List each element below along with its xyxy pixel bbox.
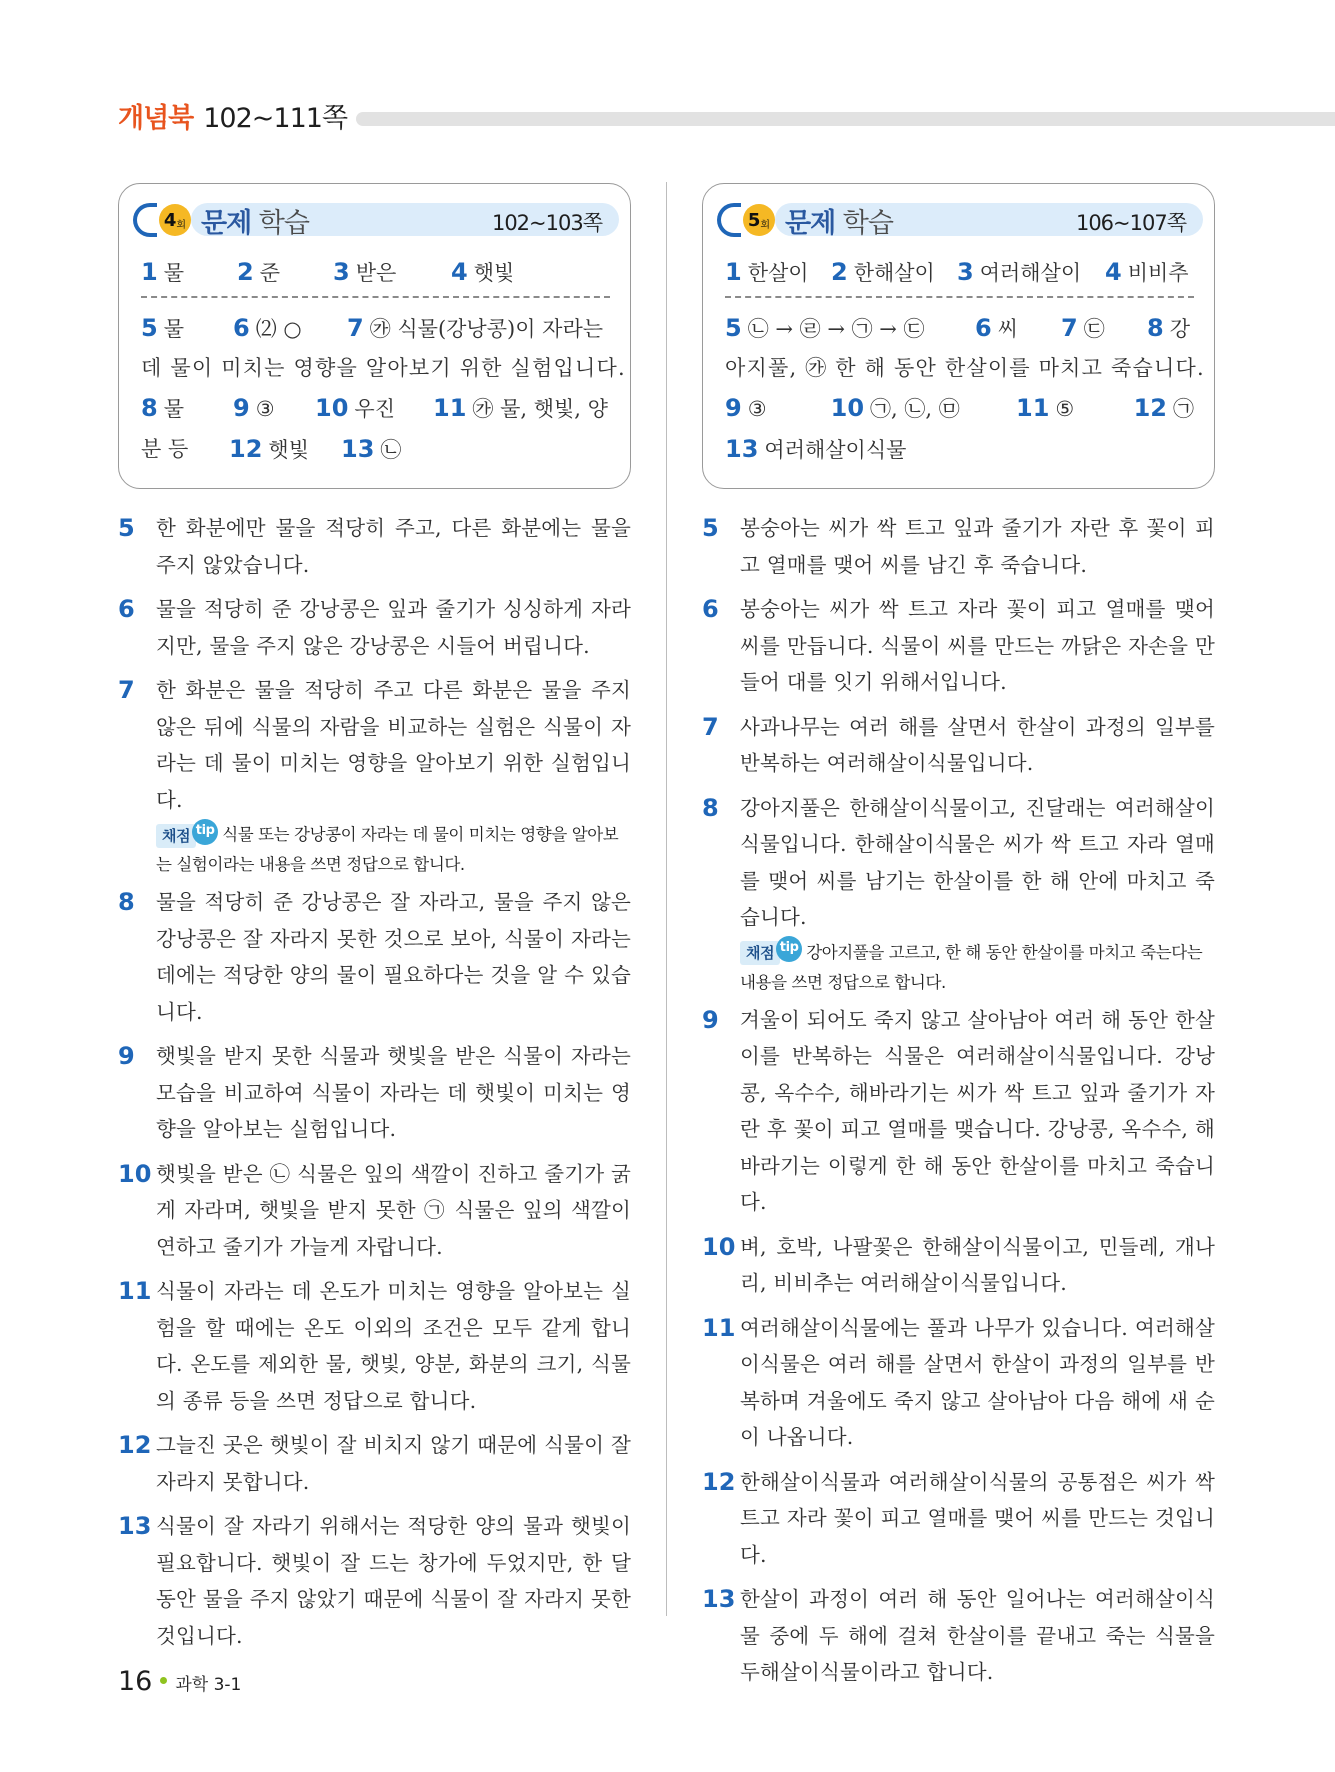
right-column [702, 183, 1215, 1699]
explanation-text: 강아지풀은 한해살이식물이고, 진달래는 여러해살이식물입니다. 한해살이식물은 씨가 싹 트고 자라 열매를 맺어 씨를 남기는 한살이를 한 해 안에 마치고 죽습니다. [740, 795, 1215, 929]
box-title-main: 문제 [201, 207, 252, 239]
box-title-row [141, 200, 610, 240]
answer-item [1134, 388, 1194, 429]
answer-row [725, 429, 1194, 470]
session-badge [743, 204, 775, 236]
explanation-text: 한 화분은 물을 적당히 주고 다른 화분은 물을 주지 않은 뒤에 식물의 자람을 비교하는 실험은 식물이 자라는 데 물이 미치는 영향을 알아보기 위한 실험입니다. [156, 678, 631, 812]
box-pages: 102~103쪽 [491, 211, 602, 235]
explanation-number: 12 [118, 1431, 152, 1459]
answer-number: 7 [347, 314, 364, 342]
answer-item [725, 429, 906, 470]
answer-item [957, 252, 1105, 293]
explanation-number: 8 [118, 888, 135, 916]
answer-item [1061, 308, 1147, 349]
answer-number: 12 [1133, 394, 1167, 422]
answer-number: 10 [830, 394, 865, 422]
explanation-item [118, 1038, 631, 1148]
answer-value: ③ [255, 397, 275, 421]
explanation-text: 물을 적당히 준 강낭콩은 잘 자라고, 물을 주지 않은 강낭콩은 잘 자라지 못한 것으로 보아, 식물이 자라는 데에는 적당한 양의 물이 필요하다는 것을 알 수 있습니다. [156, 890, 631, 1024]
explanation-text: 봉숭아는 씨가 싹 트고 자라 꽃이 피고 열매를 맺어 씨를 만듭니다. 식물이 씨를 만드는 까닭은 자손을 만들어 대를 잇기 위해서입니다. [740, 597, 1215, 694]
explanation-number: 9 [118, 1042, 135, 1070]
header-pages: 102~111쪽 [203, 103, 348, 134]
answer-value: 여러해살이 [979, 261, 1082, 285]
explanation-number: 6 [118, 595, 135, 623]
explanation-item [118, 1156, 631, 1266]
explanation-number: 8 [702, 793, 719, 822]
answer-row [141, 308, 610, 349]
answer-item [1105, 252, 1189, 293]
answer-value: 준 [259, 261, 280, 285]
explanation-text: 벼, 호박, 나팔꽃은 한해살이식물이고, 민들레, 개나리, 비비추는 여러해살이식물입니다. [740, 1234, 1215, 1295]
answer-box-session-4 [118, 183, 631, 489]
answer-number: 13 [341, 435, 375, 463]
explanation-text: 그늘진 곳은 햇빛이 잘 비치지 않기 때문에 식물이 잘 자라지 못합니다. [156, 1433, 631, 1494]
answer-number: 6 [233, 314, 250, 342]
footer-dot-icon [160, 1677, 167, 1684]
explanation-text: 햇빛을 받은 ㉡ 식물은 잎의 색깔이 진하고 줄기가 굵게 자라며, 햇빛을 받지 못한 ㉠ 식물은 잎의 색깔이 연하고 줄기가 가늘게 자랍니다. [156, 1161, 631, 1259]
answer-item [725, 388, 831, 429]
answer-item [831, 252, 957, 293]
answer-number: 10 [315, 394, 349, 422]
tip-text: 강아지풀을 고르고, 한 해 동안 한살이를 마치고 죽는다는 내용을 쓰면 정답으로 합니다. [740, 942, 1203, 992]
answer-number: 3 [333, 258, 350, 286]
explanation-item [702, 709, 1215, 782]
answer-value: 한해살이 [853, 261, 935, 285]
tip-icon: tip [776, 936, 802, 962]
answer-number: 1 [141, 258, 158, 286]
answer-item [831, 388, 1016, 429]
answer-item [347, 308, 603, 349]
explanation-text: 햇빛을 받지 못한 식물과 햇빛을 받은 식물이 자라는 모습을 비교하여 식물이 자라는 데 햇빛이 미치는 영향을 알아보는 실험입니다. [156, 1044, 631, 1141]
answer-value: 한살이 [747, 261, 809, 285]
answer-item [341, 429, 401, 470]
answer-row [141, 252, 610, 298]
explanation-number: 10 [702, 1232, 736, 1261]
answer-row [725, 252, 1194, 298]
explanation-number: 6 [702, 595, 719, 623]
answer-value: ⑤ [1055, 397, 1075, 421]
answer-continuation: 분 등 [141, 437, 189, 461]
answer-value: ③ [747, 397, 767, 421]
answer-value: 씨 [997, 317, 1018, 341]
box-title-row [725, 200, 1194, 240]
answer-number: 7 [1061, 314, 1078, 342]
column-divider [666, 182, 667, 1616]
header-brand: 개념북 [118, 103, 194, 134]
answer-value: 햇빛 [268, 438, 309, 462]
answer-row [141, 388, 610, 429]
answer-value: 받은 [355, 261, 397, 285]
answer-item [1147, 308, 1190, 349]
explanation-number: 12 [702, 1467, 736, 1496]
session-badge [159, 204, 191, 236]
answer-item [237, 252, 333, 293]
answer-value: ㉮ 물, 햇빛, 양 [472, 397, 608, 421]
answer-item [233, 308, 347, 349]
explanation-text: 여러해살이식물에는 풀과 나무가 있습니다. 여러해살이식물은 여러 해를 살면서 한살이 과정의 일부를 반복하며 겨울에도 죽지 않고 살아남아 다음 해에 새 순이 나옵니다. [740, 1315, 1215, 1449]
answer-item [333, 252, 451, 293]
session-number: 4 [163, 209, 177, 231]
grading-tip [740, 938, 1215, 998]
explanation-item [702, 1464, 1215, 1574]
answer-value: ㉡ → ㉣ → ㉠ → ㉢ [747, 317, 925, 341]
answer-row [725, 308, 1194, 349]
header-bar [356, 112, 1335, 126]
explanation-item [702, 790, 1215, 936]
answer-number: 4 [1105, 258, 1122, 286]
answer-value: 햇빛 [473, 261, 515, 285]
answer-value: 비비추 [1127, 261, 1189, 285]
answer-item [315, 388, 433, 429]
explanation-item [118, 1508, 631, 1654]
explanation-item [702, 1002, 1215, 1221]
answer-number: 5 [141, 314, 158, 342]
answer-continuation: 아지풀, ㉮ 한 해 동안 한살이를 마치고 죽습니다. [725, 356, 1205, 380]
explanation-item [702, 1310, 1215, 1456]
answer-number: 9 [725, 394, 742, 422]
box-pages: 106~107쪽 [1075, 211, 1186, 235]
answer-row [725, 388, 1194, 429]
explanation-number: 9 [702, 1005, 719, 1034]
explanation-number: 5 [118, 514, 135, 542]
explanation-text: 봉숭아는 씨가 싹 트고 잎과 줄기가 자란 후 꽃이 피고 열매를 맺어 씨를 남긴 후 죽습니다. [740, 516, 1215, 577]
answer-item [233, 388, 315, 429]
box-title-sub: 학습 [835, 207, 893, 239]
answer-number: 9 [233, 394, 250, 422]
answer-value: 우진 [354, 397, 395, 421]
answer-value: ⑵ ○ [255, 317, 302, 341]
box-title-main: 문제 [785, 207, 836, 239]
answer-value: ㉠ [1173, 397, 1194, 421]
answer-item [141, 388, 233, 429]
explanation-item [118, 510, 631, 583]
explanation-item [118, 672, 631, 818]
answer-row [141, 429, 610, 470]
box-title-sub: 학습 [251, 207, 309, 239]
explanation-text: 식물이 잘 자라기 위해서는 적당한 양의 물과 햇빛이 필요합니다. 햇빛이 잘 드는 창가에 두었지만, 한 달 동안 물을 주지 않았기 때문에 식물이 잘 자라지 못한 것입니다. [156, 1514, 631, 1648]
answer-value: ㉠, ㉡, ㉤ [870, 397, 960, 421]
answer-item [725, 252, 831, 293]
page-header [118, 96, 347, 135]
explanation-list [118, 510, 631, 1654]
session-unit: 회 [176, 219, 187, 231]
explanation-item [118, 591, 631, 664]
bracket-icon [717, 203, 741, 237]
tip-label: 채점 [156, 824, 196, 848]
explanation-number: 13 [702, 1585, 736, 1613]
answer-number: 5 [725, 314, 742, 342]
box-title [201, 201, 309, 240]
left-column [118, 183, 631, 1662]
answer-item [725, 308, 975, 349]
explanation-text: 한살이 과정이 여러 해 동안 일어나는 여러해살이식물 중에 두 해에 걸쳐 한살이를 끝내고 죽는 식물을 두해살이식물이라고 합니다. [740, 1587, 1215, 1684]
explanation-item [118, 1273, 631, 1419]
answer-value: ㉮ 식물(강낭콩)이 자라는 [369, 317, 604, 341]
answer-number: 11 [433, 394, 467, 422]
explanation-number: 10 [118, 1159, 152, 1188]
page-number: 16 [118, 1666, 153, 1697]
answer-number: 2 [831, 258, 848, 286]
explanation-number: 11 [702, 1313, 736, 1342]
box-title [785, 201, 893, 240]
explanation-text: 물을 적당히 준 강낭콩은 잎과 줄기가 싱싱하게 자라지만, 물을 주지 않은 강낭콩은 시들어 버립니다. [156, 597, 631, 658]
answer-number: 4 [451, 258, 468, 286]
explanation-text: 식물이 자라는 데 온도가 미치는 영향을 알아보는 실험을 할 때에는 온도 이외의 조건은 모두 같게 합니다. 온도를 제외한 물, 햇빛, 양분, 화분의 크기, 식물의 종류 등을 쓰면 정답으로 합니다. [156, 1279, 631, 1413]
tip-icon: tip [192, 819, 218, 845]
grading-tip [156, 820, 631, 880]
answer-item [975, 308, 1061, 349]
explanation-number: 7 [118, 676, 135, 704]
session-number: 5 [747, 209, 761, 231]
answer-value: 여러해살이식물 [764, 438, 907, 462]
tip-badge [156, 823, 222, 849]
answer-number: 8 [141, 394, 158, 422]
answer-item [229, 429, 341, 470]
answer-item [1016, 388, 1134, 429]
answer-value: 물 [163, 397, 184, 421]
explanation-text: 겨울이 되어도 죽지 않고 살아남아 여러 해 동안 한살이를 반복하는 식물은 여러해살이식물입니다. 강낭콩, 옥수수, 해바라기는 씨가 싹 트고 잎과 줄기가 자란 후 꽃이 피고 열매를 맺습니다. 강낭콩, 옥수수, 해바라기는 이렇게 한 해 동안 한살이를 마치고 죽습니다. [740, 1007, 1215, 1214]
tip-label: 채점 [740, 941, 780, 965]
answer-value: 강 [1169, 317, 1190, 341]
session-unit: 회 [760, 219, 771, 231]
answer-item [141, 308, 233, 349]
explanation-item [118, 884, 631, 1030]
explanation-text: 한 화분에만 물을 적당히 주고, 다른 화분에는 물을 주지 않았습니다. [156, 516, 631, 577]
answer-number: 6 [975, 314, 992, 342]
answer-item [433, 388, 608, 429]
answer-number: 13 [725, 435, 759, 463]
answer-value: 물 [163, 317, 184, 341]
answer-value: ㉢ [1083, 317, 1105, 341]
explanation-item [702, 510, 1215, 583]
explanation-item [118, 1427, 631, 1500]
answer-number: 8 [1147, 314, 1164, 342]
page-footer [118, 1666, 241, 1697]
footer-subject: 과학 3-1 [175, 1675, 242, 1695]
explanation-item [702, 1229, 1215, 1302]
explanation-item [702, 591, 1215, 701]
explanation-list [702, 510, 1215, 1691]
answer-value: 물 [163, 261, 184, 285]
answer-number: 12 [229, 435, 263, 463]
explanation-number: 13 [118, 1512, 152, 1540]
answer-value: ㉡ [380, 438, 402, 462]
bracket-icon [133, 203, 157, 237]
explanation-number: 5 [702, 514, 719, 542]
answer-number: 3 [957, 258, 974, 286]
explanation-text: 한해살이식물과 여러해살이식물의 공통점은 씨가 싹 트고 자라 꽃이 피고 열매를 맺어 씨를 만드는 것입니다. [740, 1469, 1215, 1567]
tip-badge [740, 940, 806, 966]
answer-item [141, 252, 237, 293]
answer-number: 2 [237, 258, 254, 286]
answer-box-session-5 [702, 183, 1215, 489]
explanation-number: 11 [118, 1277, 152, 1305]
explanation-item [702, 1581, 1215, 1691]
tip-text: 식물 또는 강낭콩이 자라는 데 물이 미치는 영향을 알아보는 실험이라는 내용을 쓰면 정답으로 합니다. [156, 825, 619, 874]
answer-continuation: 데 물이 미치는 영향을 알아보기 위한 실험입니다. [141, 356, 626, 380]
explanation-text: 사과나무는 여러 해를 살면서 한살이 과정의 일부를 반복하는 여러해살이식물입니다. [740, 714, 1215, 775]
explanation-number: 7 [702, 712, 719, 741]
answer-number: 1 [725, 258, 742, 286]
answer-number: 11 [1016, 394, 1050, 422]
answer-item [451, 252, 514, 293]
